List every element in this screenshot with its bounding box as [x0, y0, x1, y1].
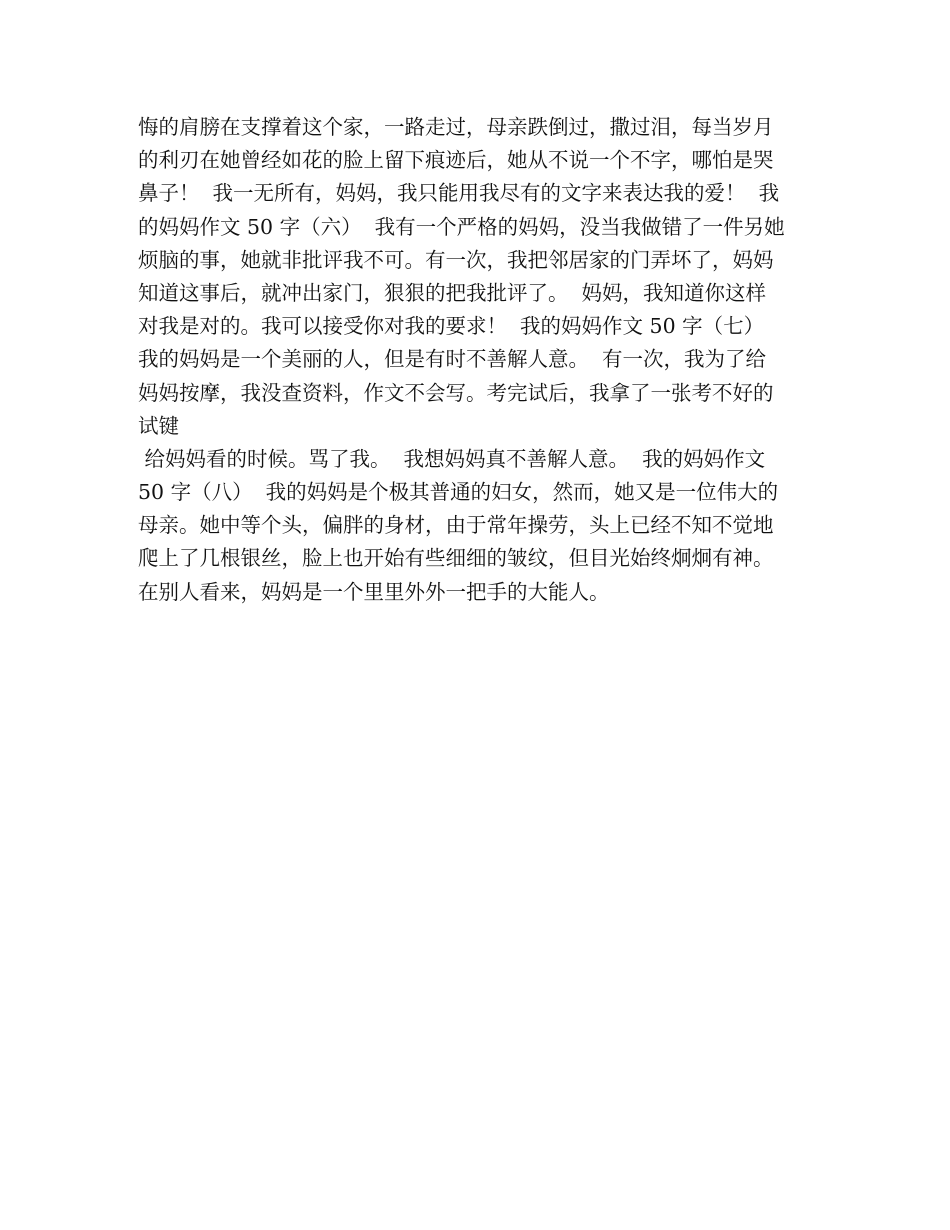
text-line: 烦脑的事，她就非批评我不可。有一次，我把邻居家的门弄坏了，妈妈: [138, 247, 774, 272]
essay-text: [138, 111, 818, 609]
text-line: 爬上了几根银丝，脸上也开始有些细细的皱纹，但目光始终炯炯有神。: [138, 546, 774, 571]
text-line: 妈妈按摩，我没查资料，作文不会写。考完试后，我拿了一张考不好的: [138, 380, 774, 405]
text-line: 我的妈妈是一个美丽的人，但是有时不善解人意。 有一次，我为了给: [138, 347, 767, 372]
text-line: 的妈妈作文 50 字（六） 我有一个严格的妈妈，没当我做错了一件另她: [138, 214, 785, 239]
text-line: 鼻子！ 我一无所有，妈妈，我只能用我尽有的文字来表达我的爱！ 我: [138, 181, 780, 206]
text-line: 50 字（八） 我的妈妈是个极其普通的妇女，然而，她又是一位伟大的: [138, 480, 779, 505]
text-line: 试键: [138, 413, 179, 438]
text-line: 对我是对的。我可以接受你对我的要求！ 我的妈妈作文 50 字（七）: [138, 314, 765, 339]
text-line: 知道这事后，就冲出家门，狠狠的把我批评了。 妈妈，我知道你这样: [138, 280, 767, 305]
text-line: 在别人看来，妈妈是一个里里外外一把手的大能人。: [138, 579, 610, 604]
text-line: 悔的肩膀在支撑着这个家，一路走过，母亲跌倒过，撒过泪，每当岁月: [138, 115, 774, 139]
text-line: 母亲。她中等个头，偏胖的身材，由于常年操劳，头上已经不知不觉地: [138, 513, 774, 538]
text-line: 给妈妈看的时候。骂了我。 我想妈妈真不善解人意。 我的妈妈作文: [138, 446, 766, 471]
text-line: 的利刃在她曾经如花的脸上留下痕迹后，她从不说一个不字，哪怕是哭: [138, 148, 774, 173]
